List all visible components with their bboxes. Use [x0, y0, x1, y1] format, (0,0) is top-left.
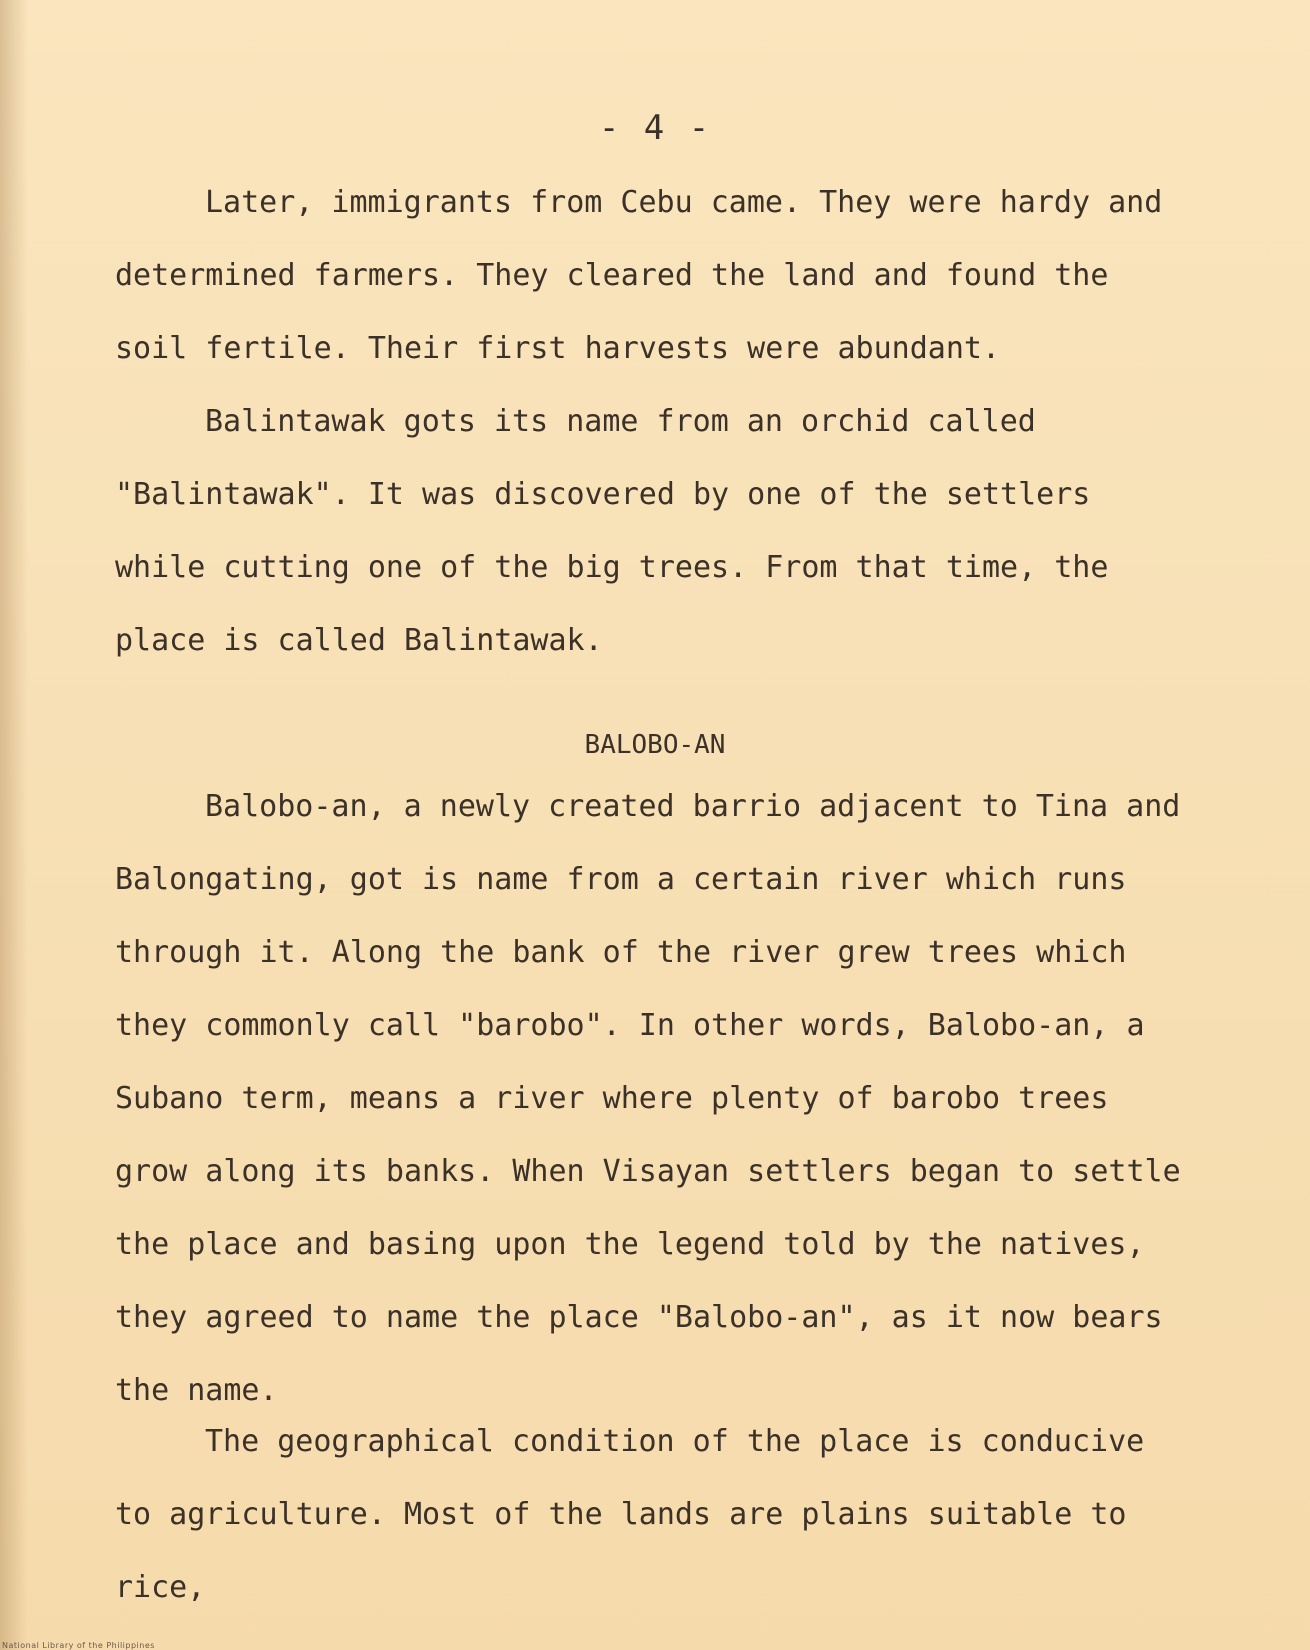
paragraph-balintawak: Balintawak gots its name from an orchid called "Balintawak". It was discovered by one of the settlers while cutting one of the big trees. From that time, the place is called Balintawak. — [115, 404, 1109, 658]
paragraph-balobo-an-origin: Balobo-an, a newly created barrio adjacent to Tina and Balongating, got is name from a certain river which runs through it. Along the bank of the river grew trees which they commonly call "barobo". In other words, Balobo-an, a Subano term, means a river where plenty of barobo trees grow along its banks. When Visayan settlers began to settle the place and basing upon the legend told by the natives, they agreed to name the place "Balobo-an", as it now bears the name. — [115, 789, 1181, 1408]
page-number: - 4 - — [598, 108, 712, 148]
archive-footer: National Library of the Philippines — [2, 1641, 155, 1650]
paragraph-cebu-immigrants: Later, immigrants from Cebu came. They were hardy and determined farmers. They cleared the land and found the soil fertile. Their first harvests were abundant. — [115, 185, 1163, 366]
section-heading-balobo-an: BALOBO-AN — [584, 730, 726, 760]
paragraph-geography: The geographical condition of the place is conducive to agriculture. Most of the lands are plains suitable to rice, — [115, 1424, 1145, 1605]
